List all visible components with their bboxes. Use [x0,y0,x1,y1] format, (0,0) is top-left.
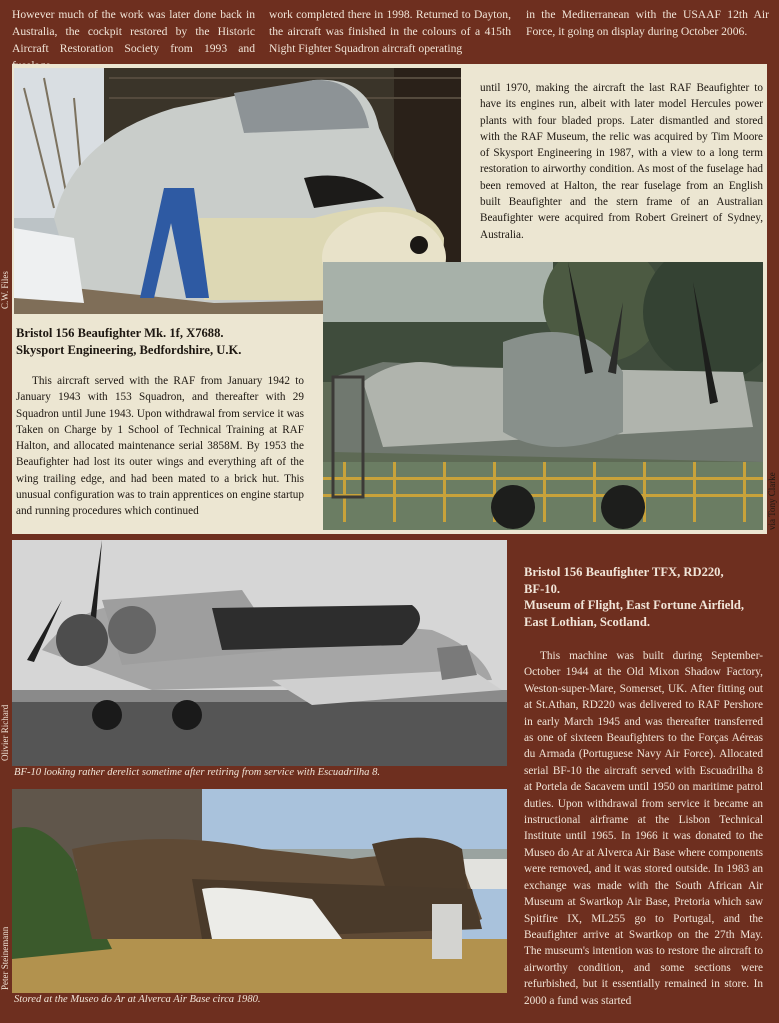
photo-alverca-storage [12,789,507,993]
photo4-caption: Stored at the Museo do Ar at Alverca Air Base circa 1980. [14,994,261,1005]
photo1-credit: C.W. Files [0,271,10,309]
alverca-image [12,789,507,993]
section2-heading-line4: East Lothian, Scotland. [524,614,650,629]
enclosure-image [323,262,763,530]
photo2-credit: via Tony Clarke [767,472,777,530]
photo-bf10-derelict [12,540,507,766]
top-column-2: work completed there in 1998. Returned to Dayton, the aircraft was finished in the colours of a 415th Night Fighter Squadron aircraft operating [269,8,511,55]
section2-body: This machine was built during September-October 1944 at the Old Mixon Shadow Factory, Weston-super-Mare, Somerset, UK. After fitting out at St.Athan, RD220 was delivered to RAF Pershore in early March 1945 and was thereafter transferred as one of sixteen Beaufighters to the Forças Aéreas du Armada (Portuguese Navy Air Force). Allocated serial BF-10 the aircraft served with Escuadrilha 8 at Portela de Sacavem until 1950 on maritime patrol duties. Upon withdrawal from service it became an instructional airframe at the Lisbon Technical Institute until 1965. In 1966 it was donated to the Museo do Ar at Alverca Air Base where components were removed, and it was stored outside. In 1983 an exchange was made with the South African Air Museum at Swartkop Air Base, Pretoria which saw Spitfire IX, ML255 go to Portugal, and the Beaufighter arrive at Swartkop on the 27th May. The museum's intention was to restore the aircraft to airworthy condition, and some sections were refurbished, but it essentially remained in store. In 2000 a fund was started [524,650,763,1007]
section2-heading-line3: Museum of Flight, East Fortune Airfield, [524,598,745,612]
top-column-3: in the Mediterranean with the USAAF 12th Air Force, it going on display during October 2006. [526,8,769,38]
section1-heading-line1: Bristol 156 Beaufighter Mk. 1f, X7688. [16,326,224,340]
photo-beaufighter-enclosure [323,262,763,530]
section1-heading-line2: Skysport Engineering, Bedfordshire, U.K. [16,342,242,357]
intro-paragraph: until 1970, making the aircraft the last RAF Beaufighter to have its engines run, albeit with later model Hercules power plants with four bladed props. Later dismantled and stored with the RAF Museum, the relic was acquired by Tim Moore of Skysport Engineering in 1987, with a view to a long term restoration to airworthy condition. As most of the fuselage had been removed at Halton, the rear fuselage from an English built Beaufighter and the stern frame of an Australian Beaufighter were acquired from Robert Greinert of Sydney, Australia. [480,82,763,241]
section2-heading-line2: BF-10. [524,581,561,596]
section2-heading [524,564,774,630]
photo4-credit: Peter Steinemann [0,926,10,990]
section1-body: This aircraft served with the RAF from January 1942 to January 1943 with 153 Squadron, and thereafter with 29 Squadron until June 1943. Upon withdrawal from service it was Taken on Charge by 1 School of Technical Training at RAF Halton, and allocated maintenance serial 3858M. By 1953 the Beaufighter had lost its outer wings and everything aft of the wing trailing edge, and had been mated to a brick hut. This unusual configuration was to train apprentices on engine startup and running procedures which continued [16,375,304,518]
photo3-caption: BF-10 looking rather derelict sometime after retiring from service with Escuadrilha 8. [14,767,381,778]
top-column-1: However much of the work was later done back in Australia, the cockpit restored by the Historic Aircraft Restoration Society from 1993 and [12,8,255,55]
bf10-bw-image [12,540,507,766]
photo3-credit: Olivier Richard [0,704,10,761]
section1-heading [16,325,316,358]
section2-heading-line1: Bristol 156 Beaufighter TFX, RD220, [524,565,724,579]
